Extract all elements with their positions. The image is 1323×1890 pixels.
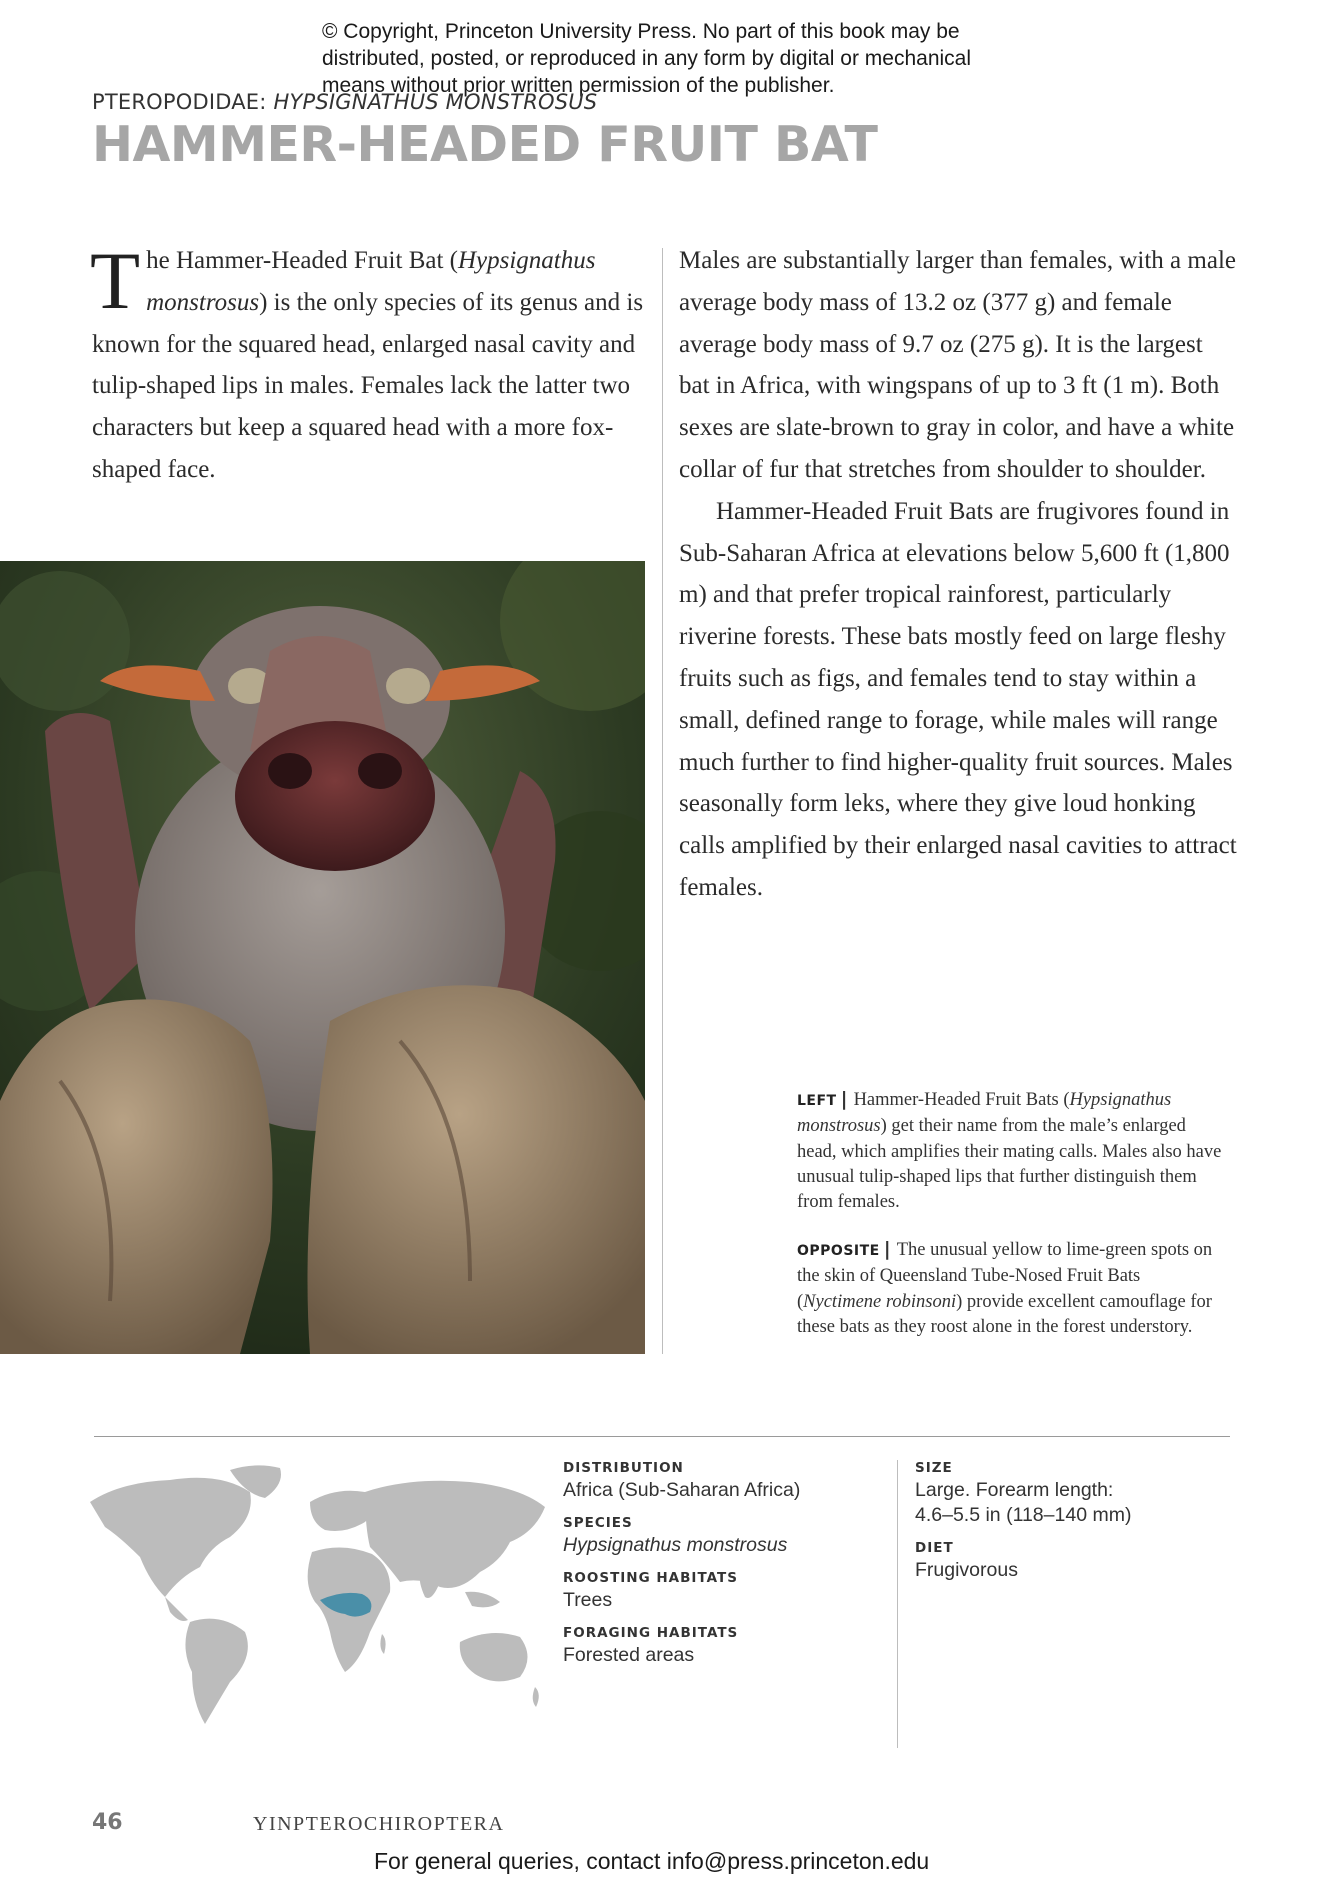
body-paragraph-size: Males are substantially larger than females, with a male average body mass of 13.2 oz (377 g) and female average body mass of 9.7 oz (275 g). It is the largest bat in Africa, with wingspans of up to 3 ft (1 m). Both sexes are slate-brown to gray in color, and have a white collar of fur that stretches from shoulder to shoulder. <box>679 247 1236 483</box>
scientific-name-heading: HYPSIGNATHUS MONSTROSUS <box>273 90 598 114</box>
diet-value: Frugivorous <box>915 1559 1018 1581</box>
caption-opposite-text-a: The unusual yellow to lime-green spots on the skin of Queensland Tube-Nosed Fruit Bats ( <box>797 1240 1213 1312</box>
caption-left <box>797 1087 1227 1215</box>
page-title: HAMMER-HEADED FRUIT BAT <box>92 116 878 173</box>
diet-label: DIET <box>915 1540 954 1556</box>
contact-footer: For general queries, contact info@press.princeton.edu <box>374 1848 930 1874</box>
intro-paragraph <box>90 235 652 491</box>
caption-opposite-italic: Nyctimene robinsoni <box>803 1291 957 1312</box>
caption-left-text-b: ) get their name from the male’s enlarged head, which amplifies their mating calls. Males also have unusual tulip-shaped lips that further distinguish them from females. <box>797 1116 1222 1213</box>
factfile-divider <box>897 1460 898 1748</box>
page-number: 46 <box>92 1810 123 1835</box>
distribution-label: DISTRIBUTION <box>563 1460 684 1476</box>
body-text <box>679 240 1239 909</box>
family-heading <box>92 90 597 114</box>
caption-left-separator: | <box>840 1088 848 1110</box>
copyright-line-3: means without prior written permission of the publisher. <box>322 74 835 97</box>
caption-opposite-text-b: ) provide excellent camouflage for these bats as they roost alone in the forest understory. <box>797 1291 1212 1337</box>
body-paragraph-habitat: Hammer-Headed Fruit Bats are frugivores found in Sub-Saharan Africa at elevations below 5,600 ft (1,800 m) and that prefer tropical rainforest, particularly riverine forests. These bats mostly feed on large fleshy fruits such as figs, and females tend to stay within a small, defined range to forage, while males will range much further to find higher-quality fruit sources. Males seasonally form leks, where they give loud honking calls amplified by their enlarged nasal cavities to attract females. <box>679 497 1237 901</box>
map-landmasses <box>90 1465 545 1724</box>
size-value-line-1: Large. Forearm length: <box>915 1479 1114 1501</box>
bat-photo <box>0 561 645 1354</box>
intro-text-b: ) is the only species of its genus and is known for the squared head, enlarged nasal cavity and tulip-shaped lips in males. Females lack the latter two characters but keep a squared head with a more fox-shaped face. <box>92 288 644 483</box>
factfile-rule <box>94 1436 1230 1437</box>
distribution-map <box>80 1462 550 1730</box>
column-divider <box>662 248 663 1354</box>
caption-opposite-separator: | <box>883 1238 891 1260</box>
species-value: Hypsignathus monstrosus <box>563 1534 788 1556</box>
copyright-notice <box>322 18 1042 99</box>
caption-opposite <box>797 1237 1227 1340</box>
size-value-line-2: 4.6–5.5 in (118–140 mm) <box>915 1504 1132 1526</box>
caption-left-text-a: Hammer-Headed Fruit Bats ( <box>853 1090 1070 1110</box>
copyright-line-2: distributed, posted, or reproduced in any form by digital or mechanical <box>322 47 972 70</box>
factfile-left <box>563 1460 893 1668</box>
roosting-label: ROOSTING HABITATS <box>563 1570 738 1586</box>
caption-left-italic: Hypsignathus monstrosus <box>797 1090 1172 1137</box>
caption-left-label: LEFT <box>797 1093 837 1109</box>
intro-text-a: he Hammer-Headed Fruit Bat ( <box>146 247 458 274</box>
foraging-value: Forested areas <box>563 1644 695 1666</box>
factfile-right <box>915 1460 1215 1583</box>
caption-opposite-label: OPPOSITE <box>797 1243 880 1259</box>
roosting-value: Trees <box>563 1589 613 1611</box>
foraging-label: FORAGING HABITATS <box>563 1625 739 1641</box>
size-label: SIZE <box>915 1460 953 1476</box>
species-label: SPECIES <box>563 1515 633 1531</box>
family-name: PTEROPODIDAE: <box>92 90 267 114</box>
drop-cap: T <box>90 235 141 326</box>
copyright-line-1: © Copyright, Princeton University Press. No part of this book may be <box>322 20 960 43</box>
running-head: YINPTEROCHIROPTERA <box>253 1813 505 1835</box>
intro-italic-name: Hypsignathus monstrosus <box>146 247 596 316</box>
distribution-value: Africa (Sub-Saharan Africa) <box>563 1479 801 1501</box>
